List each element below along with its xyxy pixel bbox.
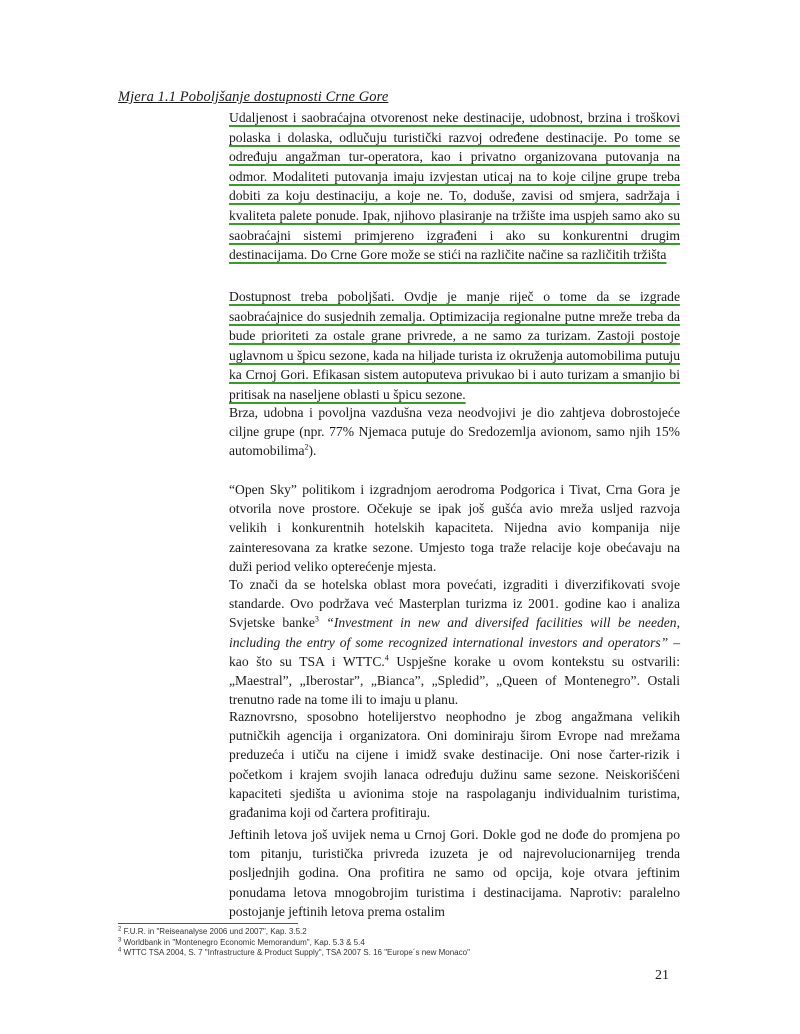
footnote-number: 2 [118,926,122,933]
page-number: 21 [655,968,669,983]
paragraph-text-end: ). [308,443,317,459]
footnotes [118,927,470,959]
footnote-number: 4 [118,947,122,954]
footnote [118,938,470,949]
paragraph-air-connection [229,403,680,461]
footnote-text: F.U.R. in "Reiseanalyse 2006 und 2007", Kap. 3.5.2 [121,927,307,936]
footnote-ref: 3 [314,614,319,624]
paragraph-text: Jeftinih letova još uvijek nema u Crnoj Gori. Dokle god ne dođe do promjena po tom pitanju, turistička privreda izuzeta je od najrevolucionarnijeg trenda posljednjih godina. Ona profitira ne samo od opcija, koje otvara jeftinim ponudama letova mnogobrojim turistima i destinacijama. Naprotiv: paralelno postojanje jeftinih letova prema ostalim [229,827,680,919]
footnote-ref: 2 [304,442,309,452]
section-heading: Mjera 1.1 Poboljšanje dostupnosti Crne Gore [118,89,389,105]
quote-text: “Investment in new and diversifed facilities will be needen, including the entry of some recognized international investors and operators” [229,615,681,650]
paragraph-text: Dostupnost treba poboljšati. Ovdje je manje riječ o tome da se izgrade saobraćajnice do susjednih zemalja. Optimizacija regionalne putne mreže treba da bude prioriteti za ostale grane privrede, a ne samo za turizam. Zastoji postoje uglavnom u špicu sezone, kada na hiljade turista iz okruženja automobilima putuju ka Crnoj Gori. Efikasan sistem autoputeva privukao bi i auto turizam a smanjio bi pritisak na naseljene oblasti u špicu sezone. [229,289,680,402]
footnote [118,927,470,938]
footnote-number: 3 [118,936,122,943]
paragraph-accessibility-improve [229,287,680,405]
footnote [118,948,470,959]
footnote-text: Worldbank in "Montenegro Economic Memorandum", Kap. 5.3 & 5.4 [121,937,365,947]
paragraph-accessibility-intro [229,108,680,265]
paragraph-text: – kao što su TSA i WTTC. [229,634,680,669]
paragraph-low-cost-flights [229,825,680,921]
paragraph-hotel-standards [229,575,680,709]
paragraph-open-sky [229,480,680,576]
footnote-divider [118,923,298,924]
paragraph-text: Uspješne korake u ovom kontekstu su ostvarili: „Maestral”, „Iberostar”, „Bianca”, „Spledid”, „Queen of Montenegro”. Ostali trenutno rade na tome ili to imaju u planu. [229,653,680,708]
paragraph-text: Raznovrsno, sposobno hotelijerstvo neophodno je zbog angažmana velikih putničkih agencija i organizatora. Oni dominiraju širom Evrope nad mrežama preduzeća i utiču na cijene i imidž svake destinacije. Oni nose čarter-rizik i početkom i krajem svojih lanaca određuju dužinu same sezone. Neiskorišćeni kapaciteti sjedišta u avionima stoje na raspolaganju individualnim turistima, građanima koji od čartera profitiraju. [229,709,680,821]
paragraph-text: Brza, udobna i povoljna vazdušna veza neodvojivi je dio zahtjeva dobrostojeće ciljne grupe (npr. 77% Njemaca putuje do Sredozemlja avionom, samo njih 15% automobilima [229,405,680,459]
footnote-text: WTTC TSA 2004, S. 7 "Infrastructure & Product Supply", TSA 2007 S. 16 "Europe´s new Monaco" [121,948,470,957]
footnote-ref: 4 [384,653,389,663]
paragraph-text: To znači da se hotelska oblast mora povećati, izgraditi i diverzifikovati svoje standarde. Ovo podržava već Masterplan turizma iz 2001. godine kao i analiza Svjetske banke [229,577,680,631]
paragraph-text: “Open Sky” politikom i izgradnjom aerodroma Podgorica i Tivat, Crna Gora je otvorila nove prostore. Očekuje se ipak još gušća avio mreža usljed razvoja velikih i konkurentnih hotelskih kapaciteta. Nijedna avio kompanija nije zainteresovana za kratke sezone. Umjesto toga traže relacije koje obećavaju na duži period veliko opterećenje mjesta. [229,482,680,574]
paragraph-text: Udaljenost i saobraćajna otvorenost neke destinacije, udobnost, brzina i troškovi polaska i dolaska, odlučuju turistički razvoj određene destinacije. Po tome se određuju angažman tur-operatora, kao i privatno organizovana putovanja na odmor. Modaliteti putovanja imaju izvjestan uticaj na to koje ciljne grupe treba dobiti za koju destinaciju, a koje ne. To, doduše, zavisi od smjera, sadržaja i kvaliteta palete ponude. Ipak, njihovo plasiranje na tržište ima uspjeh samo ako su saobraćajni sistemi primjereno izgrađeni i ako su konkurentni drugim destinacijama. Do Crne Gore može se stići na različite načine sa različitih tržišta [229,110,680,263]
paragraph-hotel-industry [229,707,680,822]
